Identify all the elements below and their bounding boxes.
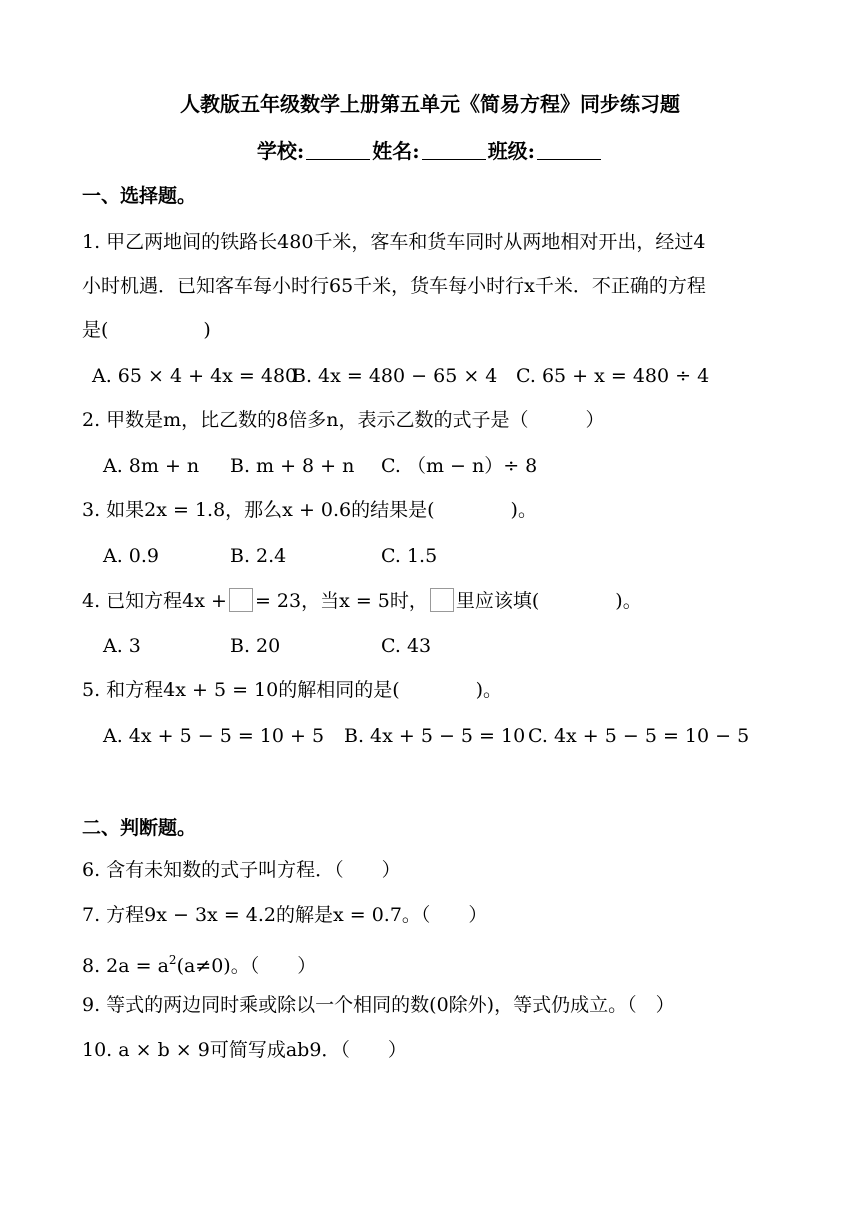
student-info-row	[0, 139, 860, 163]
question-9: 9. 等式的两边同时乘或除以一个相同的数(0除外)，等式仍成立。（ ）	[82, 994, 675, 1016]
question-2: 2. 甲数是m，比乙数的8倍多n，表示乙数的式子是（ ）	[82, 409, 605, 431]
question-4-option-b[interactable]: B. 20	[230, 635, 281, 657]
question-3-option-b[interactable]: B. 2.4	[230, 545, 287, 567]
question-8-part-2: (a≠0)。（ ）	[176, 955, 317, 977]
question-10: 10. a × b × 9可简写成ab9．（ ）	[82, 1039, 407, 1061]
school-blank[interactable]	[306, 139, 370, 160]
section-title-judgement: 二、判断题。	[82, 817, 197, 839]
question-2-option-b[interactable]: B. m + 8 + n	[230, 455, 355, 477]
class-blank[interactable]	[537, 139, 601, 160]
question-3-option-a[interactable]: A. 0.9	[103, 545, 160, 567]
question-5: 5. 和方程4x + 5 = 10的解相同的是( )。	[82, 679, 503, 701]
question-4-part-1: 4. 已知方程4x +	[82, 590, 227, 612]
answer-box-icon[interactable]	[229, 588, 253, 612]
question-1-line-1: 1. 甲乙两地间的铁路长480千米，客车和货车同时从两地相对开出，经过4	[82, 231, 706, 253]
name-blank[interactable]	[422, 139, 486, 160]
question-3: 3. 如果2x = 1.8，那么x + 0.6的结果是( )。	[82, 499, 537, 521]
question-3-option-c[interactable]: C. 1.5	[381, 545, 438, 567]
question-5-option-c[interactable]: C. 4x + 5 − 5 = 10 − 5	[528, 725, 750, 747]
question-4-option-a[interactable]: A. 3	[103, 635, 141, 657]
question-1-option-b[interactable]: B. 4x = 480 − 65 × 4	[292, 365, 498, 387]
question-2-option-a[interactable]: A. 8m + n	[103, 455, 200, 477]
question-1-line-2: 小时机遇．已知客车每小时行65千米，货车每小时行x千米．不正确的方程	[82, 275, 706, 297]
question-6: 6. 含有未知数的式子叫方程．（ ）	[82, 859, 401, 881]
question-8-part-1: 8. 2a = a	[82, 955, 169, 977]
question-8-exponent: 2	[168, 953, 177, 967]
question-1-option-a[interactable]: A. 65 × 4 + 4x = 480	[92, 365, 298, 387]
question-1-line-3: 是( )	[82, 319, 211, 341]
class-label: 班级:	[487, 139, 536, 163]
question-4	[82, 588, 642, 613]
name-label: 姓名:	[372, 139, 420, 163]
question-1-option-c[interactable]: C. 65 + x = 480 ÷ 4	[516, 365, 710, 387]
question-2-option-c[interactable]: C. （m − n）÷ 8	[381, 455, 538, 477]
question-5-option-b[interactable]: B. 4x + 5 − 5 = 10	[344, 725, 526, 747]
school-label: 学校:	[256, 139, 305, 163]
page-title: 人教版五年级数学上册第五单元《简易方程》同步练习题	[180, 92, 680, 116]
question-4-part-3: 里应该填( )。	[455, 590, 642, 612]
question-8	[82, 948, 316, 978]
question-7: 7. 方程9x − 3x = 4.2的解是x = 0.7。（ ）	[82, 904, 488, 926]
section-title-choice: 一、选择题。	[82, 185, 197, 207]
answer-box-icon[interactable]	[430, 588, 454, 612]
question-5-option-a[interactable]: A. 4x + 5 − 5 = 10 + 5	[103, 725, 325, 747]
question-4-option-c[interactable]: C. 43	[381, 635, 432, 657]
question-4-part-2: = 23，当x = 5时，	[254, 590, 428, 612]
